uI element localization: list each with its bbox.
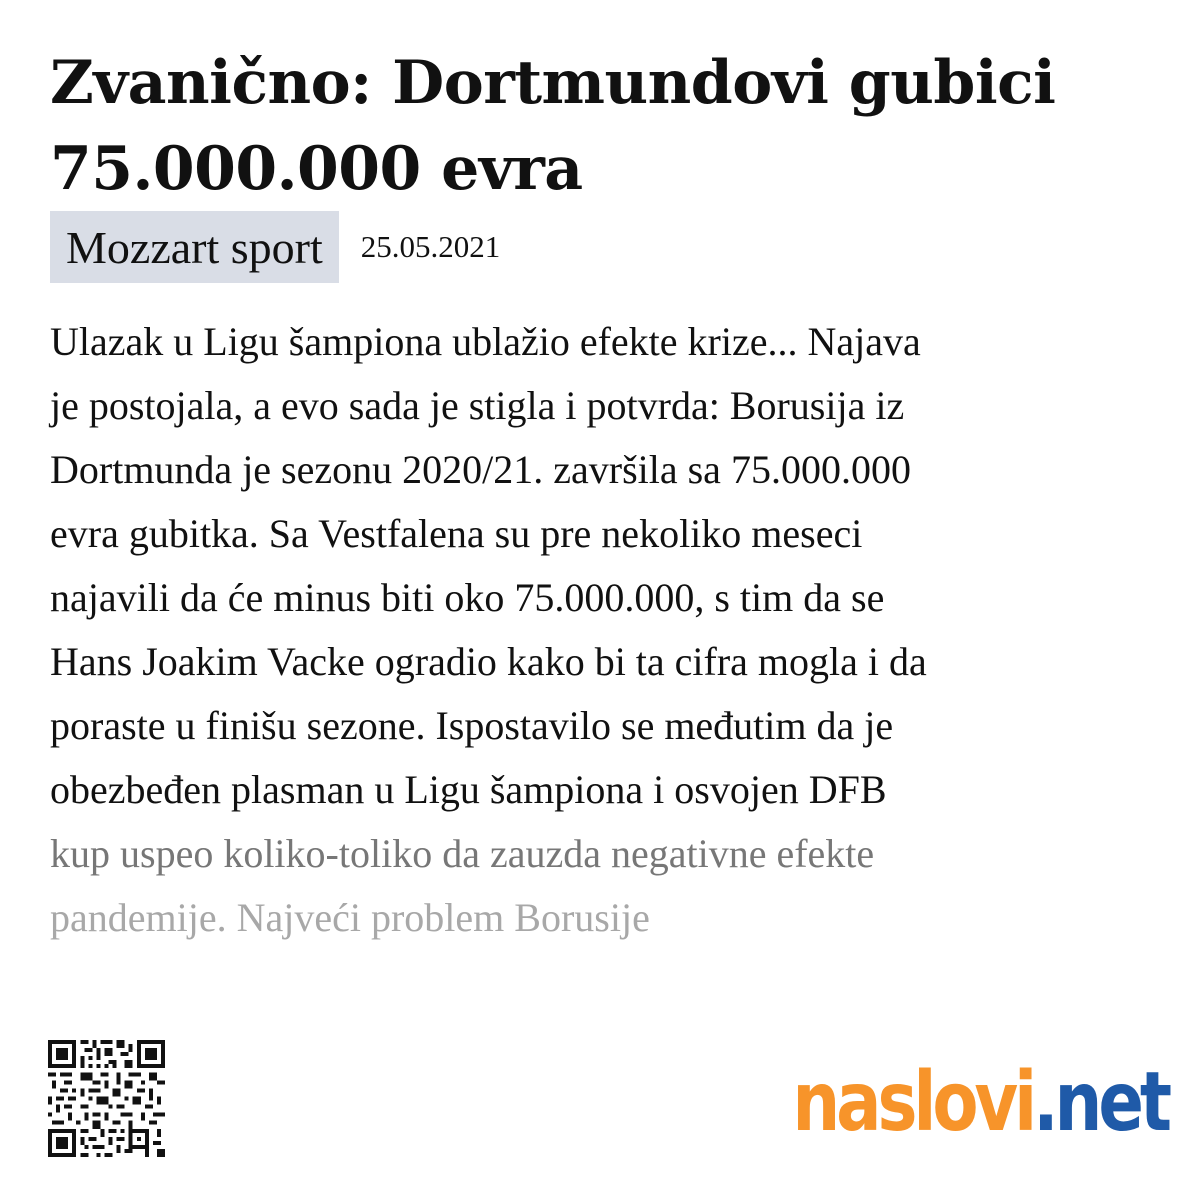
- article-meta: [50, 211, 500, 283]
- article-title: Zvanično: Dortmundovi gubici 75.000.000 evra: [50, 48, 1056, 204]
- article-line: Dortmunda je sezonu 2020/21. završila sa 75.000.000: [50, 447, 911, 492]
- article-line: je postojala, a evo sada je stigla i potvrda: Borusija iz: [50, 383, 905, 428]
- source-badge[interactable]: [50, 211, 339, 283]
- article-line: Ulazak u Ligu šampiona ublažio efekte krize... Najava: [50, 319, 921, 364]
- qr-code-icon[interactable]: [48, 1040, 165, 1157]
- publish-date: 25.05.2021: [360, 229, 501, 264]
- article-line: Hans Joakim Vacke ogradio kako bi ta cifra mogla i da: [50, 639, 927, 684]
- logo-text-domain: .net: [1033, 1055, 1168, 1150]
- article-line: poraste u finišu sezone. Ispostavilo se međutim da je: [50, 703, 894, 748]
- article-line: obezbeđen plasman u Ligu šampiona i osvojen DFB: [50, 767, 887, 812]
- source-name: Mozzart sport: [66, 221, 323, 273]
- article-body: [50, 310, 1160, 950]
- article-line-faded: pandemije. Najveći problem Borusije: [50, 895, 650, 940]
- article-line-faded: kup uspeo koliko-toliko da zauzda negativne efekte: [50, 831, 875, 876]
- article-line: evra gubitka. Sa Vestfalena su pre nekoliko meseci: [50, 511, 863, 556]
- article-line: najavili da će minus biti oko 75.000.000, s tim da se: [50, 575, 885, 620]
- logo-text-primary: naslovi: [792, 1055, 1034, 1150]
- site-logo[interactable]: [792, 1055, 1168, 1150]
